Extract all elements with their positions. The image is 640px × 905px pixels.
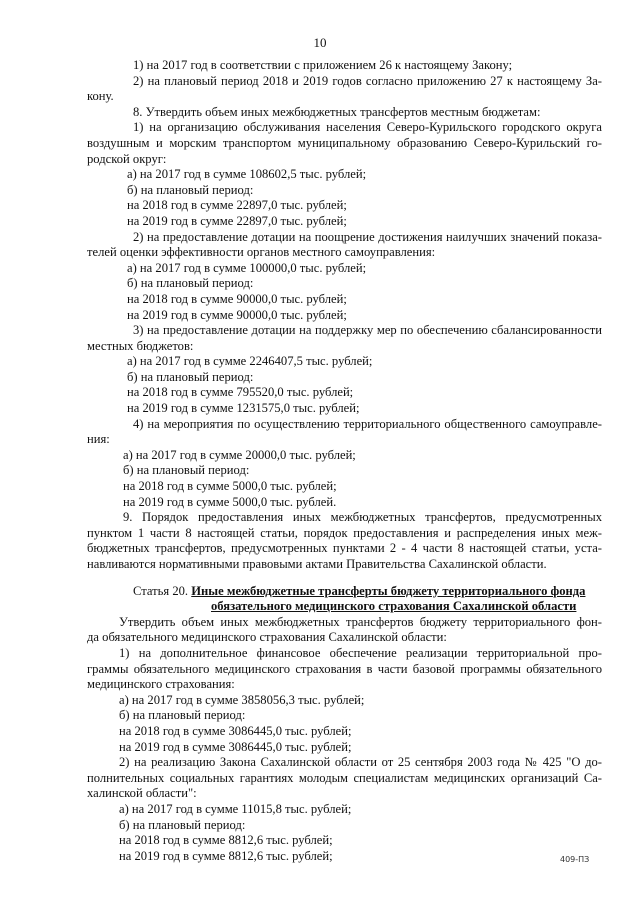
- text-line: на 2019 год в сумме 90000,0 тыс. рублей;: [127, 307, 347, 322]
- text-line: 2) на предоставление дотации на поощрение достижения наилучших значений показа-: [133, 229, 602, 244]
- text-line: медицинского страхования:: [87, 677, 235, 692]
- text-line: а) на 2017 год в сумме 11015,8 тыс. рублей;: [119, 801, 352, 816]
- text-line: 2) на плановый период 2018 и 2019 годов согласно приложению 27 к настоящему За-: [133, 73, 602, 88]
- text-line: на 2019 год в сумме 8812,6 тыс. рублей;: [119, 848, 333, 863]
- article-title-line1: Иные межбюджетные трансферты бюджету территориального фонда: [191, 583, 586, 598]
- text-line: кону.: [87, 89, 114, 104]
- text-line: 1) на дополнительное финансовое обеспечение реализации территориальной про-: [119, 645, 602, 660]
- text-line: Утвердить объем иных межбюджетных трансфертов бюджету территориального фон-: [119, 614, 602, 629]
- text-line: воздушным и морским транспортом муниципальному образованию Северо-Курильский го-: [87, 135, 602, 150]
- text-line: 2) на реализацию Закона Сахалинской области от 25 сентября 2003 года № 425 "О до-: [119, 755, 602, 770]
- text-line: халинской области":: [87, 786, 197, 801]
- text-line: бюджетных трансфертов, предусмотренных пунктами 2 - 4 части 8 настоящей статьи, уста-: [87, 541, 602, 556]
- text-line: на 2019 год в сумме 5000,0 тыс. рублей.: [123, 494, 337, 509]
- document-body: [87, 58, 602, 864]
- text-line: 1) на 2017 год в соответствии с приложением 26 к настоящему Закону;: [133, 58, 513, 72]
- text-line: 4) на мероприятия по осуществлению территориального общественного самоуправле-: [133, 416, 602, 431]
- text-line: на 2018 год в сумме 22897,0 тыс. рублей;: [127, 198, 347, 213]
- text-line: 8. Утвердить объем иных межбюджетных трансфертов местным бюджетам:: [133, 104, 541, 119]
- text-line: ния:: [87, 432, 110, 447]
- text-line: а) на 2017 год в сумме 20000,0 тыс. рублей;: [123, 447, 356, 462]
- text-line: родской округ:: [87, 151, 167, 166]
- text-line: 3) на предоставление дотации на поддержку мер по обеспечению сбалансированности: [133, 323, 602, 338]
- text-line: б) на плановый период:: [127, 182, 254, 197]
- text-line: 9. Порядок предоставления иных межбюджетных трансфертов, предусмотренных: [123, 510, 602, 525]
- article-20-body: [87, 615, 602, 865]
- text-line: б) на плановый период:: [127, 276, 254, 291]
- text-line: на 2018 год в сумме 3086445,0 тыс. рублей;: [119, 723, 352, 738]
- document-code: 409-ПЗ: [560, 855, 590, 864]
- text-line: на 2019 год в сумме 1231575,0 тыс. рублей;: [127, 401, 360, 416]
- text-line: граммы обязательного медицинского страхования в части базовой программы обязательного: [87, 661, 602, 676]
- text-line: б) на плановый период:: [119, 817, 246, 832]
- text-line: на 2019 год в сумме 3086445,0 тыс. рублей;: [119, 739, 352, 754]
- spacer: [87, 573, 602, 584]
- text-line: а) на 2017 год в сумме 3858056,3 тыс. рублей;: [119, 692, 365, 707]
- article-title-line2-row: [87, 599, 602, 615]
- text-line: навливаются нормативными правовыми актами Правительства Сахалинской области.: [87, 557, 547, 571]
- text-line: б) на плановый период:: [119, 708, 246, 723]
- section-8-9: [87, 58, 602, 573]
- text-line: полнительных социальных гарантиях молодым специалистам медицинских организаций Са-: [87, 770, 602, 785]
- text-line: на 2019 год в сумме 22897,0 тыс. рублей;: [127, 213, 347, 228]
- text-line: б) на плановый период:: [127, 369, 254, 384]
- article-heading: [87, 584, 602, 600]
- text-line: а) на 2017 год в сумме 100000,0 тыс. рублей;: [127, 260, 367, 275]
- article-title-line2: обязательного медицинского страхования Сахалинской области: [211, 599, 577, 614]
- text-line: а) на 2017 год в сумме 108602,5 тыс. рублей;: [127, 167, 367, 182]
- text-line: а) на 2017 год в сумме 2246407,5 тыс. рублей;: [127, 354, 373, 369]
- article-label: Статья 20.: [133, 583, 189, 598]
- text-line: б) на плановый период:: [123, 463, 250, 478]
- text-line: на 2018 год в сумме 8812,6 тыс. рублей;: [119, 833, 333, 848]
- page-number: 10: [313, 35, 327, 50]
- text-line: 1) на организацию обслуживания населения Северо-Курильского городского округа: [133, 120, 602, 135]
- text-line: телей оценки эффективности органов местного самоуправления:: [87, 245, 436, 260]
- text-line: на 2018 год в сумме 795520,0 тыс. рублей;: [127, 385, 354, 400]
- text-line: на 2018 год в сумме 5000,0 тыс. рублей;: [123, 479, 337, 494]
- text-line: местных бюджетов:: [87, 338, 194, 353]
- text-line: да обязательного медицинского страхования Сахалинской области:: [87, 630, 447, 645]
- text-line: пунктом 1 части 8 настоящей статьи, порядок предоставления и распределения иных меж-: [87, 525, 602, 540]
- text-line: на 2018 год в сумме 90000,0 тыс. рублей;: [127, 291, 347, 306]
